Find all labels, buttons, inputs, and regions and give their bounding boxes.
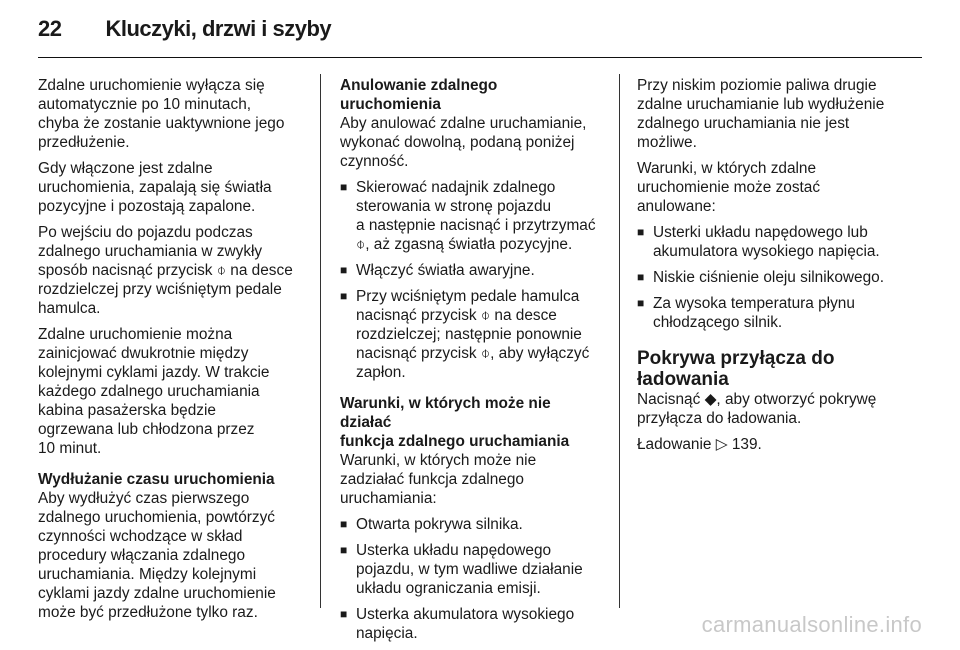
- page-number: 22: [38, 16, 62, 41]
- list-item: ■ Przy wciśniętym pedale hamulca nacisnąć przycisk ⌽ na desce rozdzielczej; następnie ponownie nacisnąć przycisk ⌽, aby wyłączyć zapłon.: [340, 287, 600, 382]
- paragraph: Nacisnąć ◆, aby otworzyć pokrywę przyłącza do ładowania.: [637, 391, 877, 427]
- paragraph: Zdalne uruchomienie można zainicjować dwukrotnie między kolejnymi cyklami jazdy. W trakcie każdego zdalnego uruchamiania kabina pasażerska będzie ogrzewana lub chłodzona przez 10 minut.: [38, 326, 270, 457]
- list-item: ■ Otwarta pokrywa silnika.: [340, 515, 600, 534]
- list-item: ■ Usterka układu napędowego pojazdu, w tym wadliwe działanie układu ograniczania emisji.: [340, 541, 600, 598]
- list-item: ■ Włączyć światła awaryjne.: [340, 261, 600, 280]
- column-left: [38, 76, 298, 629]
- subheading-extend-runtime: Wydłużanie czasu uruchomienia: [38, 471, 275, 488]
- paragraph: Zdalne uruchomienie wyłącza się automatycznie po 10 minutach, chyba że zostanie uaktywnione jego przedłużenie.: [38, 77, 285, 151]
- list-item: ■ Niskie ciśnienie oleju silnikowego.: [637, 268, 897, 287]
- bullet-list: [340, 515, 600, 643]
- paragraph: Aby anulować zdalne uruchamianie, wykonać dowolną, podaną poniżej czynność.: [340, 115, 587, 170]
- bullet-list: [340, 178, 600, 382]
- subheading-cancel-remote-start: Anulowanie zdalnego uruchomienia: [340, 77, 498, 113]
- watermark: carmanualsonline.info: [701, 612, 922, 637]
- bullet-list: [637, 223, 897, 332]
- page-title: Kluczyki, drzwi i szyby: [105, 16, 332, 41]
- list-item: ■ Skierować nadajnik zdalnego sterowania w stronę pojazdu a następnie nacisnąć i przytrzymać ⌽, aż zgasną światła pozycyjne.: [340, 178, 600, 254]
- paragraph: Warunki, w których zdalne uruchomienie może zostać anulowane:: [637, 160, 821, 215]
- column-divider: [619, 74, 620, 608]
- paragraph: Gdy włączone jest zdalne uruchomienia, zapalają się światła pozycyjne i pozostają zapalone.: [38, 160, 272, 215]
- subheading-conditions: Warunki, w których może nie działać funkcja zdalnego uruchamiania: [340, 395, 570, 450]
- paragraph: Warunki, w których może nie zadziałać funkcja zdalnego uruchamiania:: [340, 452, 537, 507]
- header-rule: [38, 57, 922, 58]
- section-title-charging-port: Pokrywa przyłącza do ładowania: [637, 348, 835, 390]
- paragraph: Po wejściu do pojazdu podczas zdalnego uruchamiania w zwykły sposób nacisnąć przycisk ⌽ na desce rozdzielczej przy wciśniętym pedale hamulca.: [38, 224, 293, 317]
- list-item: ■ Usterka akumulatora wysokiego napięcia.: [340, 605, 600, 643]
- list-item: ■ Usterki układu napędowego lub akumulatora wysokiego napięcia.: [637, 223, 897, 261]
- column-divider: [320, 74, 321, 608]
- page-header: [38, 16, 331, 56]
- list-item: ■ Za wysoka temperatura płynu chłodzącego silnik.: [637, 294, 897, 332]
- paragraph: Przy niskim poziomie paliwa drugie zdalne uruchamianie lub wydłużenie zdalnego uruchamiania nie jest możliwe.: [637, 77, 885, 151]
- column-right: [637, 76, 897, 461]
- column-middle: [340, 76, 600, 650]
- paragraph: Aby wydłużyć czas pierwszego zdalnego uruchomienia, powtórzyć czynności wchodzące w skład procedury włączania zdalnego uruchamiania. Między kolejnymi cyklami jazdy zdalne uruchomienie może być przedłużone tylko raz.: [38, 490, 276, 621]
- paragraph: Ładowanie ▷ 139.: [637, 436, 762, 453]
